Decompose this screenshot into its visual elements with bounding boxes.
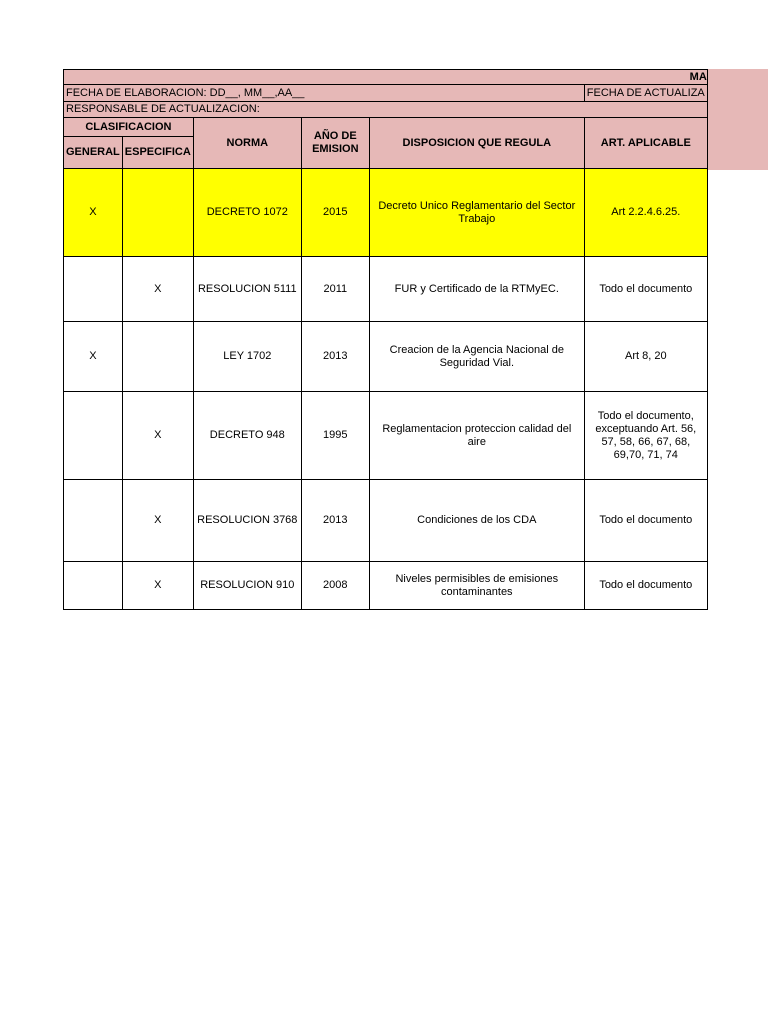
especifica-cell[interactable] — [122, 169, 193, 257]
especifica-header — [122, 137, 193, 169]
norma-cell[interactable]: RESOLUCION 910 — [193, 562, 301, 610]
disposicion-header — [369, 118, 584, 169]
general-cell[interactable]: X — [64, 322, 123, 392]
fecha-actualizacion-cell[interactable] — [584, 85, 707, 102]
anio-cell[interactable]: 2011 — [301, 257, 369, 322]
general-header — [64, 137, 123, 169]
norma-cell[interactable]: RESOLUCION 3768 — [193, 480, 301, 562]
norma-cell[interactable]: RESOLUCION 5111 — [193, 257, 301, 322]
general-cell[interactable]: X — [64, 169, 123, 257]
general-label: GENERAL — [66, 146, 120, 158]
norma-cell[interactable]: LEY 1702 — [193, 322, 301, 392]
responsable-label: RESPONSABLE DE ACTUALIZACION: — [66, 103, 260, 115]
legal-requirements-matrix — [63, 69, 708, 610]
articulo-label: ART. APLICABLE — [600, 136, 691, 149]
norma-header — [193, 118, 301, 169]
table-row[interactable] — [64, 257, 708, 322]
especifica-cell[interactable]: X — [122, 392, 193, 480]
matrix-title: MA — [689, 71, 707, 83]
norma-label: NORMA — [226, 136, 269, 149]
articulo-cell[interactable]: Art 2.2.4.6.25. — [584, 169, 707, 257]
anio-label: AÑO DE EMISION — [312, 130, 359, 155]
table-row[interactable] — [64, 392, 708, 480]
articulo-cell[interactable]: Todo el documento, exceptuando Art. 56, 57, 58, 66, 67, 68, 69,70, 71, 74 — [584, 392, 707, 480]
anio-cell[interactable]: 2015 — [301, 169, 369, 257]
articulo-cell[interactable]: Todo el documento — [584, 562, 707, 610]
disposicion-cell[interactable]: Reglamentacion proteccion calidad del aire — [369, 392, 584, 480]
fecha-elaboracion-cell[interactable] — [64, 85, 585, 102]
general-cell[interactable] — [64, 257, 123, 322]
anio-header — [301, 118, 369, 169]
anio-cell[interactable]: 2013 — [301, 480, 369, 562]
articulo-cell[interactable]: Art 8, 20 — [584, 322, 707, 392]
fecha-elaboracion-label: FECHA DE ELABORACION: DD__, MM__,AA__ — [66, 86, 305, 99]
general-cell[interactable] — [64, 480, 123, 562]
table-row[interactable] — [64, 169, 708, 257]
disposicion-cell[interactable]: FUR y Certificado de la RTMyEC. — [369, 257, 584, 322]
anio-cell[interactable]: 2008 — [301, 562, 369, 610]
general-cell[interactable] — [64, 562, 123, 610]
especifica-cell[interactable]: X — [122, 480, 193, 562]
articulo-cell[interactable]: Todo el documento — [584, 480, 707, 562]
table-row[interactable] — [64, 480, 708, 562]
disposicion-label: DISPOSICION QUE REGULA — [402, 136, 552, 149]
especifica-cell[interactable] — [122, 322, 193, 392]
responsable-cell[interactable] — [64, 102, 708, 118]
clasificacion-label: CLASIFICACION — [85, 120, 172, 133]
articulo-header — [584, 118, 707, 169]
disposicion-cell[interactable]: Niveles permisibles de emisiones contaminantes — [369, 562, 584, 610]
table-row[interactable] — [64, 322, 708, 392]
disposicion-cell[interactable]: Decreto Unico Reglamentario del Sector Trabajo — [369, 169, 584, 257]
clasificacion-header — [64, 118, 194, 137]
disposicion-cell[interactable]: Condiciones de los CDA — [369, 480, 584, 562]
table-row[interactable] — [64, 562, 708, 610]
disposicion-cell[interactable]: Creacion de la Agencia Nacional de Seguridad Vial. — [369, 322, 584, 392]
norma-cell[interactable]: DECRETO 1072 — [193, 169, 301, 257]
fecha-actualizacion-label: FECHA DE ACTUALIZA — [586, 86, 705, 99]
especifica-label: ESPECIFICA — [124, 146, 191, 158]
anio-cell[interactable]: 2013 — [301, 322, 369, 392]
general-cell[interactable] — [64, 392, 123, 480]
especifica-cell[interactable]: X — [122, 562, 193, 610]
anio-cell[interactable]: 1995 — [301, 392, 369, 480]
matrix-title-cell — [64, 70, 708, 85]
articulo-cell[interactable]: Todo el documento — [584, 257, 707, 322]
norma-cell[interactable]: DECRETO 948 — [193, 392, 301, 480]
especifica-cell[interactable]: X — [122, 257, 193, 322]
